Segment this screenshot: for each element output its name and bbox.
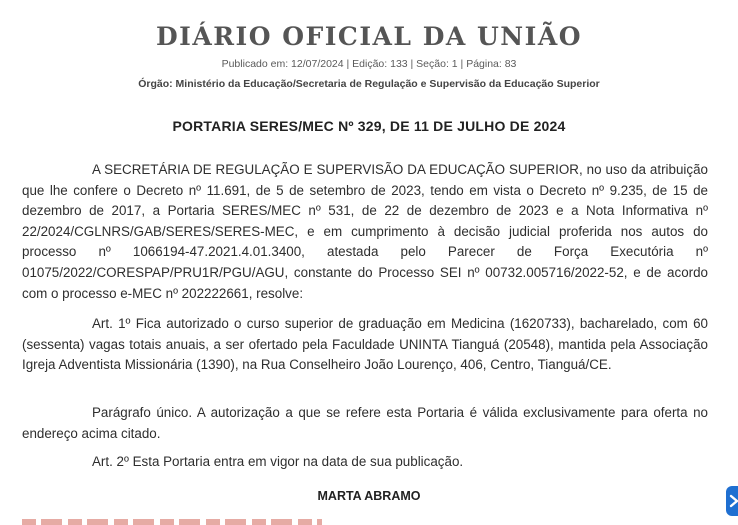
orgao-line: Órgão: Ministério da Educação/Secretaria de Regulação e Supervisão da Educação Superior xyxy=(138,78,600,90)
sole-paragraph: Parágrafo único. A autorização a que se refere esta Portaria é válida exclusivamente para oferta no endereço acima citado. xyxy=(22,405,708,441)
article-1-paragraph: Art. 1º Fica autorizado o curso superior de graduação em Medicina (1620733), bacharelado, com 60 (sessenta) vagas totais anuais, a ser ofertado pela Faculdade UNINTA Tianguá (20548), mantida pela Associação Igreja Adventista Missionária (1390), na Rua Conselheiro João Lourenço, 406, Centro, Tianguá/CE. xyxy=(22,316,708,373)
masthead: DIÁRIO OFICIAL DA UNIÃO xyxy=(155,22,583,51)
portaria-title: PORTARIA SERES/MEC Nº 329, DE 11 DE JULHO DE 2024 xyxy=(172,118,566,134)
cut-off-text-line xyxy=(22,519,322,525)
article-2-paragraph: Art. 2º Esta Portaria entra em vigor na data de sua publicação. xyxy=(92,454,464,469)
preamble-paragraph: A SECRETÁRIA DE REGULAÇÃO E SUPERVISÃO DA EDUCAÇÃO SUPERIOR, no uso da atribuição que lhe confere o Decreto nº 11.691, de 5 de setembro de 2023, tendo em vista o Decreto nº 9.235, de 15 de dezembro de 2017, a Portaria SERES/MEC nº 531, de 22 de dezembro de 2023 e a Nota Informativa nº 22/2024/CGLNRS/GAB/SERES/SERES-MEC, e em cumprimento à decisão judicial proferida nos autos do processo nº 1066194-47.2021.4.01.3400, atestada pelo Parecer de Força Executória nº 01075/2022/CORESPAP/PRU1R/PGU/AGU, constante do Processo SEI nº 00732.005716/2022-52, e de acordo com o processo e-MEC nº 202222661, resolve: xyxy=(22,162,708,301)
signature-name: MARTA ABRAMO xyxy=(317,489,421,503)
chevron-icon xyxy=(728,493,738,509)
publication-info: Publicado em: 12/07/2024 | Edição: 133 | Seção: 1 | Página: 83 xyxy=(221,58,517,70)
floating-action-button[interactable] xyxy=(726,486,738,516)
